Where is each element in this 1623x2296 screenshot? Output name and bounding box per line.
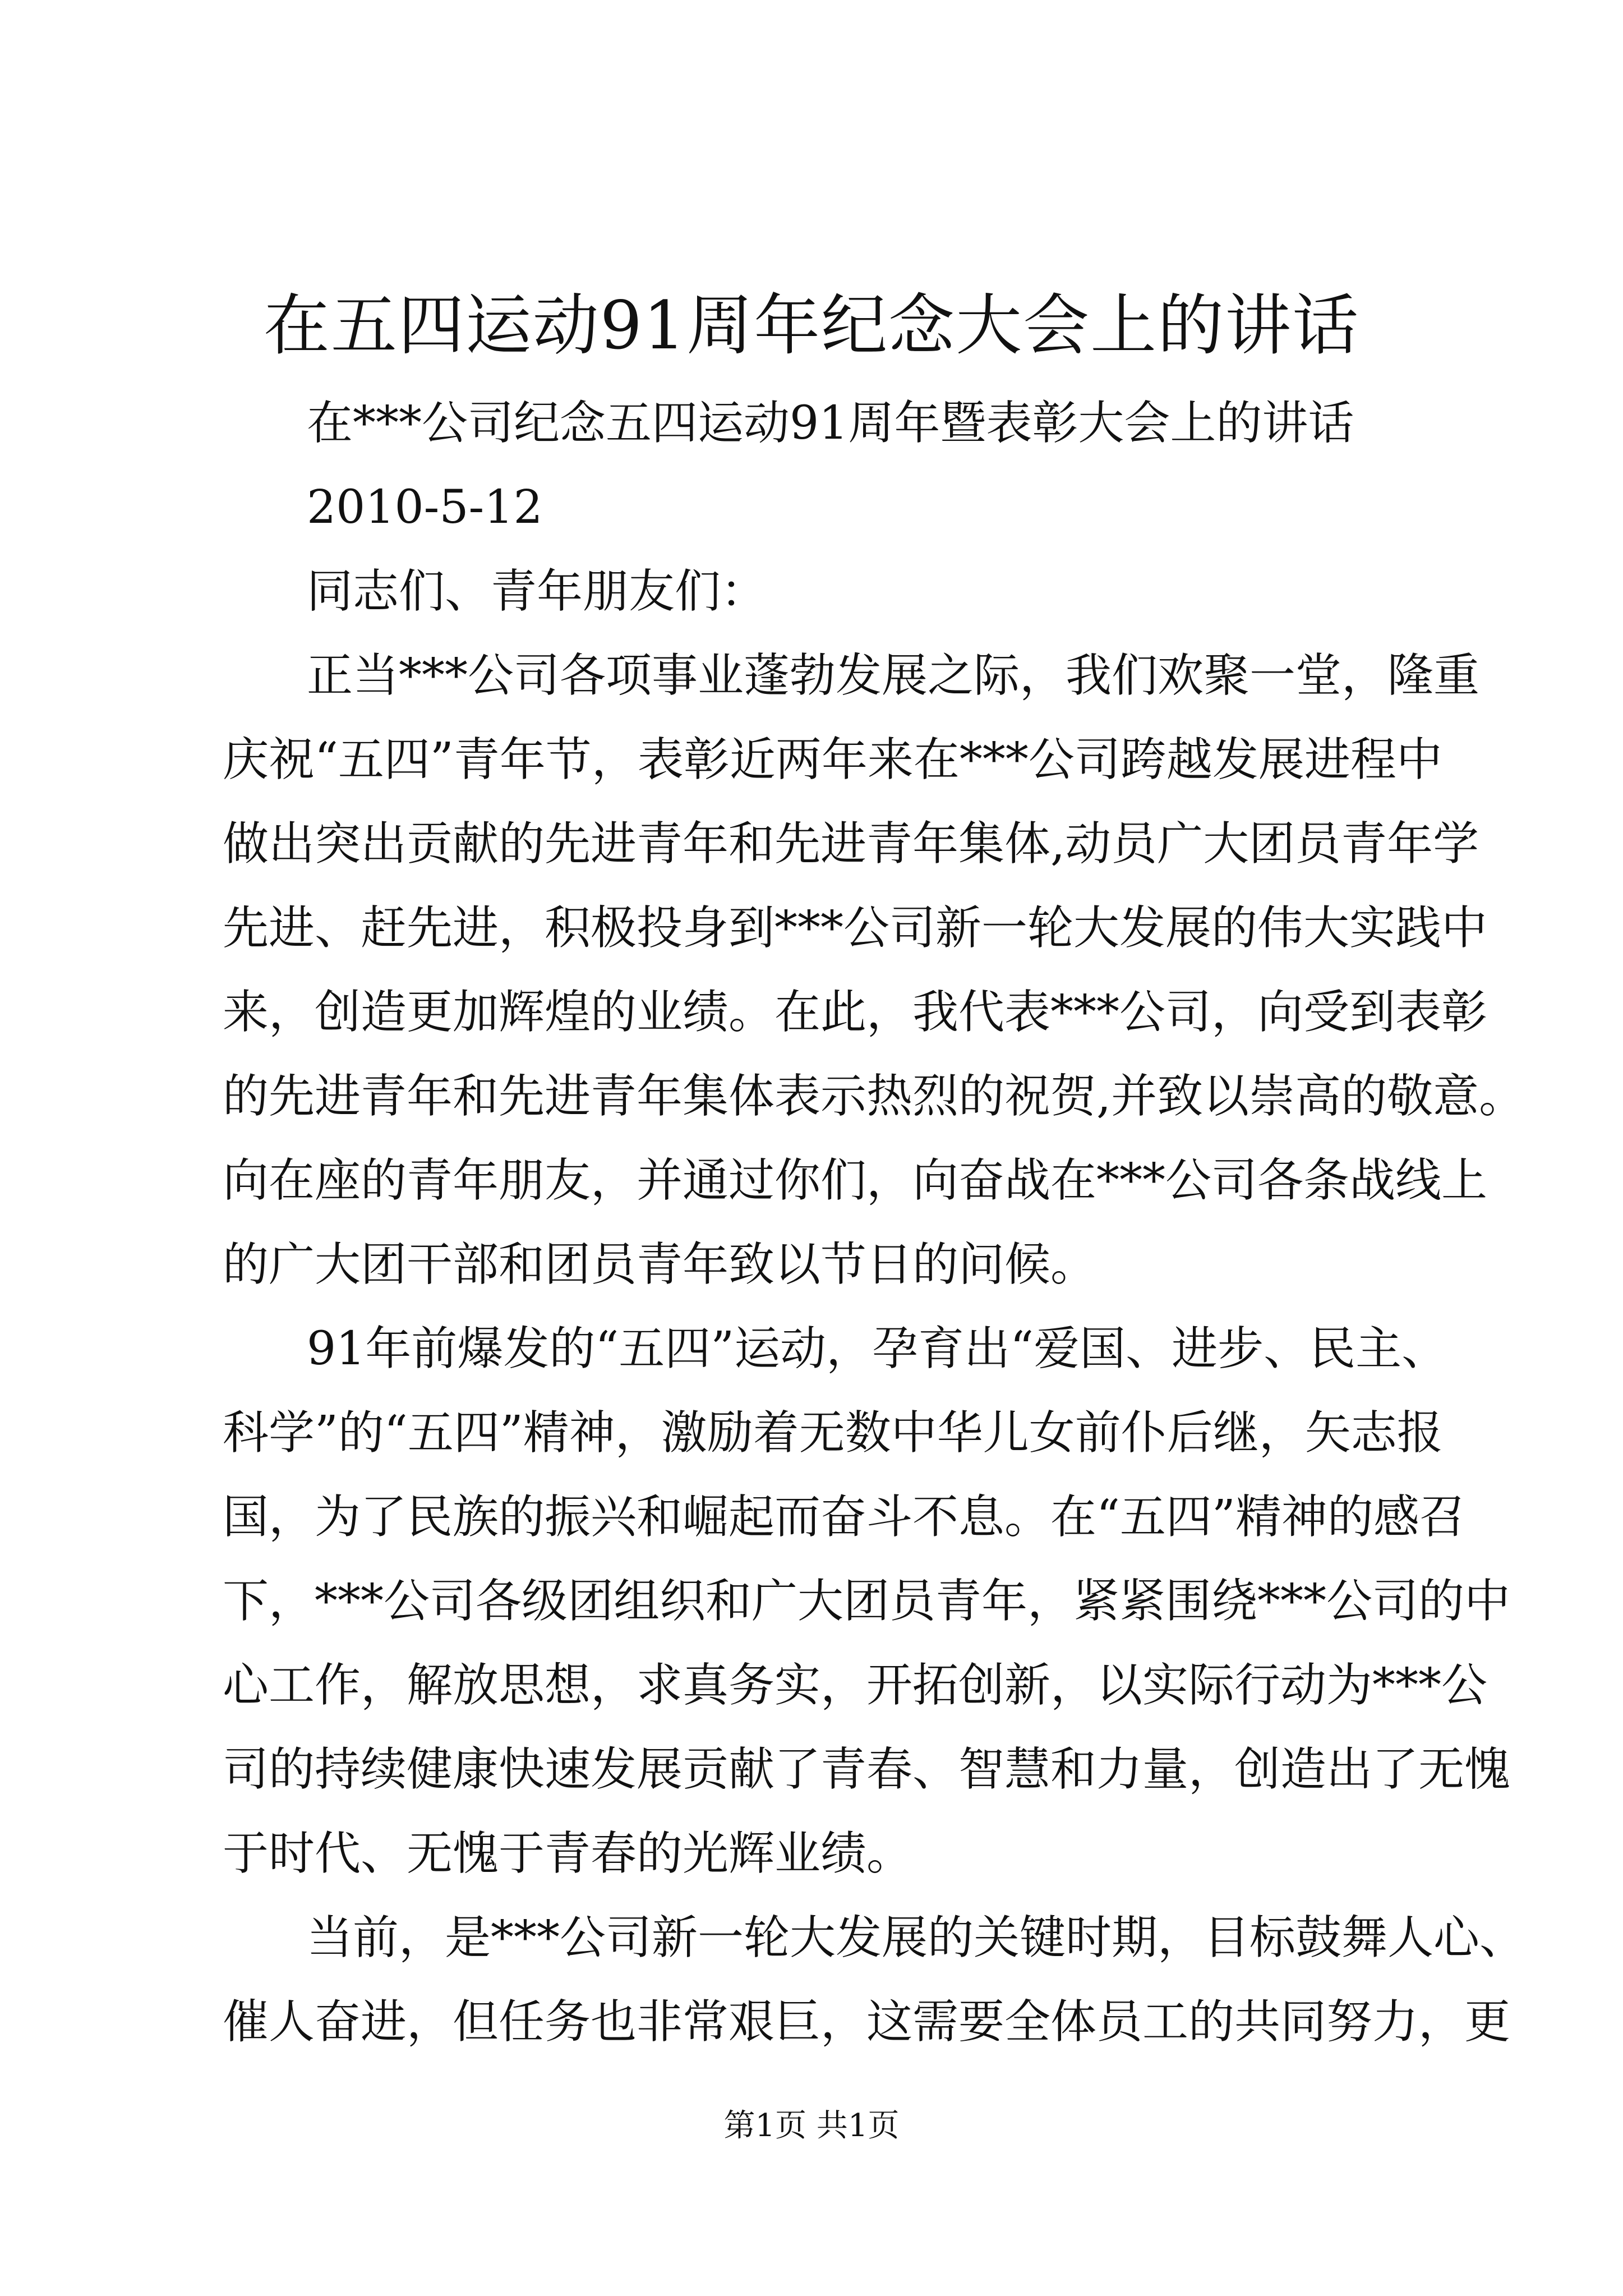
paragraph-line: 的先进青年和先进青年集体表示热烈的祝贺,并致以崇高的敬意。 bbox=[223, 1070, 1525, 1123]
paragraph-line: 催人奋进，但任务也非常艰巨，这需要全体员工的共同努力，更 bbox=[223, 1995, 1511, 2049]
paragraph-line: 正当***公司各项事业蓬勃发展之际，我们欢聚一堂，隆重 bbox=[307, 649, 1480, 702]
paragraph-line: 先进、赶先进，积极投身到***公司新一轮大发展的伟大实践中 bbox=[223, 901, 1488, 955]
page-footer: 第1页 共1页 bbox=[723, 2108, 900, 2144]
paragraph-line: 的广大团干部和团员青年致以节日的问候。 bbox=[223, 1238, 1097, 1291]
paragraph-line: 科学”的“五四”精神，激励着无数中华儿女前仆后继，矢志报 bbox=[223, 1406, 1443, 1460]
paragraph-3 bbox=[223, 1896, 1526, 2064]
date: 2010-5-12 bbox=[307, 481, 543, 534]
paragraph-line: 来，创造更加辉煌的业绩。在此，我代表***公司，向受到表彰 bbox=[223, 986, 1488, 1039]
salutation: 同志们、青年朋友们： bbox=[307, 565, 767, 618]
paragraph-line: 当前，是***公司新一轮大发展的关键时期，目标鼓舞人心、 bbox=[307, 1911, 1526, 1964]
paragraph-line: 做出突出贡献的先进青年和先进青年集体,动员广大团员青年学 bbox=[223, 817, 1479, 871]
subtitle: 在***公司纪念五四运动91周年暨表彰大会上的讲话 bbox=[307, 397, 1354, 450]
paragraph-2 bbox=[223, 1307, 1511, 1896]
paragraph-line: 心工作，解放思想，求真务实，开拓创新，以实际行动为***公 bbox=[223, 1659, 1488, 1712]
paragraph-line: 于时代、无愧于青春的光辉业绩。 bbox=[223, 1827, 913, 1880]
document-title: 在五四运动91周年纪念大会上的讲话 bbox=[263, 287, 1360, 364]
document-body bbox=[223, 381, 1526, 2064]
paragraph-line: 国，为了民族的振兴和崛起而奋斗不息。在“五四”精神的感召 bbox=[223, 1490, 1465, 1544]
paragraph-line: 91年前爆发的“五四”运动，孕育出“爱国、进步、民主、 bbox=[307, 1322, 1448, 1375]
paragraph-line: 下，***公司各级团组织和广大团员青年，紧紧围绕***公司的中 bbox=[223, 1575, 1511, 1628]
paragraph-line: 庆祝“五四”青年节，表彰近两年来在***公司跨越发展进程中 bbox=[223, 733, 1442, 786]
paragraph-line: 向在座的青年朋友，并通过你们，向奋战在***公司各条战线上 bbox=[223, 1154, 1488, 1207]
paragraph-line: 司的持续健康快速发展贡献了青春、智慧和力量，创造出了无愧 bbox=[223, 1743, 1511, 1796]
paragraph-1 bbox=[223, 634, 1525, 1307]
